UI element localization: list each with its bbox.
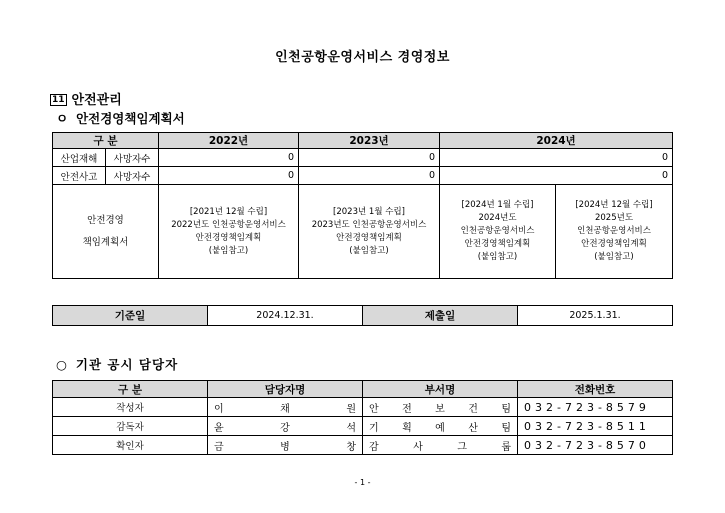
table-row [53,417,673,436]
table-row [53,149,673,167]
page-number: - 1 - [354,478,371,487]
section-title: 안전관리 [71,93,122,108]
plan-2024: [2024년 1월 수립] 2024년도 인천공항운영서비스 안전경영책임계획 (붙임참고) [440,185,556,279]
contact-role: 확인자 [53,436,208,455]
base-date-label: 기준일 [53,306,208,326]
row-item: 사망자수 [106,149,159,167]
bullet-icon: ㅇ [56,111,69,126]
contact-name: 이 채 원 [208,398,363,417]
safety-table [52,132,673,279]
header-category: 구 분 [53,133,159,149]
header-phone: 전화번호 [518,381,673,398]
contact-dept: 안 전 보 건 팀 [363,398,518,417]
plan-row [53,185,673,279]
header-2024: 2024년 [440,133,673,149]
row-item: 사망자수 [106,167,159,185]
value-2022: 0 [159,167,299,185]
subsection-heading-safety-plan [56,109,185,127]
contact-role: 작성자 [53,398,208,417]
page-title: 인천공항운영서비스 경영정보 [275,50,450,65]
contact-dept: 감 사 그 룹 [363,436,518,455]
contact-phone: 032-723-8579 [518,398,673,417]
plan-2023: [2023년 1월 수립] 2023년도 인천공항운영서비스 안전경영책임계획 (붙임참고) [299,185,440,279]
contact-role: 감독자 [53,417,208,436]
subsection-heading-contacts [56,355,178,373]
plan-2022: [2021년 12월 수립] 2022년도 인천공항운영서비스 안전경영책임계획 (붙임참고) [159,185,299,279]
value-2023: 0 [299,149,440,167]
contact-name: 윤 강 석 [208,417,363,436]
subsection-title: 안전경영책임계획서 [76,111,185,126]
header-category: 구 분 [53,381,208,398]
value-2023: 0 [299,167,440,185]
plan-2025: [2024년 12월 수립] 2025년도 인천공항운영서비스 안전경영책임계획 (붙임참고) [556,185,673,279]
table-row [53,167,673,185]
table-row [53,436,673,455]
submit-date-label: 제출일 [363,306,518,326]
contact-phone: 032-723-8570 [518,436,673,455]
section-heading [50,89,122,108]
contact-phone: 032-723-8511 [518,417,673,436]
value-2022: 0 [159,149,299,167]
submit-date-value: 2025.1.31. [518,306,673,326]
contact-name: 금 병 창 [208,436,363,455]
header-2023: 2023년 [299,133,440,149]
bullet-icon: ○ [56,357,68,372]
date-table [52,305,673,326]
contact-dept: 기 획 예 산 팀 [363,417,518,436]
header-dept: 부서명 [363,381,518,398]
base-date-value: 2024.12.31. [208,306,363,326]
contact-table [52,380,673,455]
row-category: 안전사고 [53,167,106,185]
table-row [53,398,673,417]
value-2024: 0 [440,149,673,167]
value-2024: 0 [440,167,673,185]
section-number: 11 [52,95,65,105]
header-2022: 2022년 [159,133,299,149]
row-category: 산업재해 [53,149,106,167]
plan-label: 안전경영 책임계획서 [53,185,159,279]
header-name: 담당자명 [208,381,363,398]
subsection-title: 기관 공시 담당자 [75,357,179,372]
